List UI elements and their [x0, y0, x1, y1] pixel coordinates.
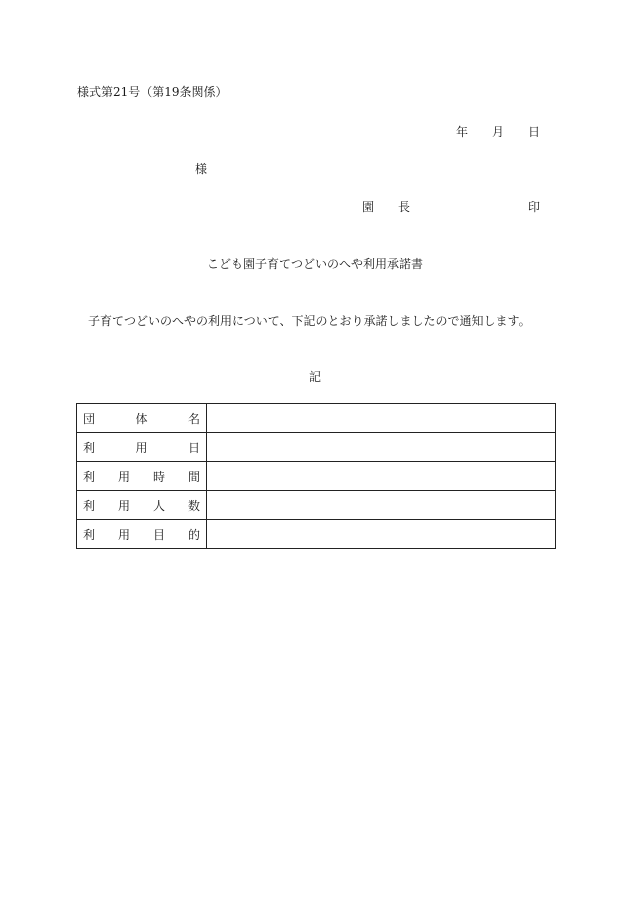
- headcount-field[interactable]: [207, 491, 556, 520]
- label-char: 名: [187, 411, 200, 426]
- label-char: 団: [83, 411, 96, 426]
- row-label: [77, 462, 207, 491]
- date-day-label: 日: [528, 125, 541, 139]
- usage-date-field[interactable]: [207, 433, 556, 462]
- label-char: 的: [187, 527, 200, 542]
- body-text: 子育てつどいのへやの利用について、下記のとおり承諾しましたので通知します。: [88, 314, 531, 328]
- addressee-honorific: 様: [195, 162, 208, 176]
- document-title: こども園子育てつどいのへや利用承諾書: [206, 257, 423, 271]
- label-char: 目: [152, 527, 165, 542]
- label-char: 利: [83, 527, 96, 542]
- seal-mark: 印: [527, 200, 540, 214]
- usage-time-field[interactable]: [207, 462, 556, 491]
- label-char: 用: [117, 498, 130, 513]
- label-char: 日: [187, 440, 200, 455]
- form-number: 様式第21号（第19条関係）: [77, 85, 228, 99]
- group-name-field[interactable]: [207, 404, 556, 433]
- table-row: [77, 404, 556, 433]
- ki-heading: 記: [308, 370, 321, 384]
- row-label: [77, 404, 207, 433]
- label-char: 利: [83, 498, 96, 513]
- label-char: 時: [152, 469, 165, 484]
- row-label: [77, 520, 207, 549]
- detail-table: [76, 403, 556, 549]
- label-char: 用: [117, 469, 130, 484]
- label-char: 利: [83, 469, 96, 484]
- label-char: 数: [187, 498, 200, 513]
- label-char: 利: [83, 440, 96, 455]
- table-row: [77, 520, 556, 549]
- label-char: 体: [135, 411, 148, 426]
- label-char: 用: [117, 527, 130, 542]
- date-year-label: 年: [456, 125, 469, 139]
- date-month-label: 月: [492, 125, 505, 139]
- table-row: [77, 462, 556, 491]
- label-char: 人: [152, 498, 165, 513]
- table-row: [77, 433, 556, 462]
- row-label: [77, 433, 207, 462]
- label-char: 間: [187, 469, 200, 484]
- label-char: 用: [135, 440, 148, 455]
- principal-title: 園 長: [362, 200, 411, 214]
- row-label: [77, 491, 207, 520]
- table-row: [77, 491, 556, 520]
- purpose-field[interactable]: [207, 520, 556, 549]
